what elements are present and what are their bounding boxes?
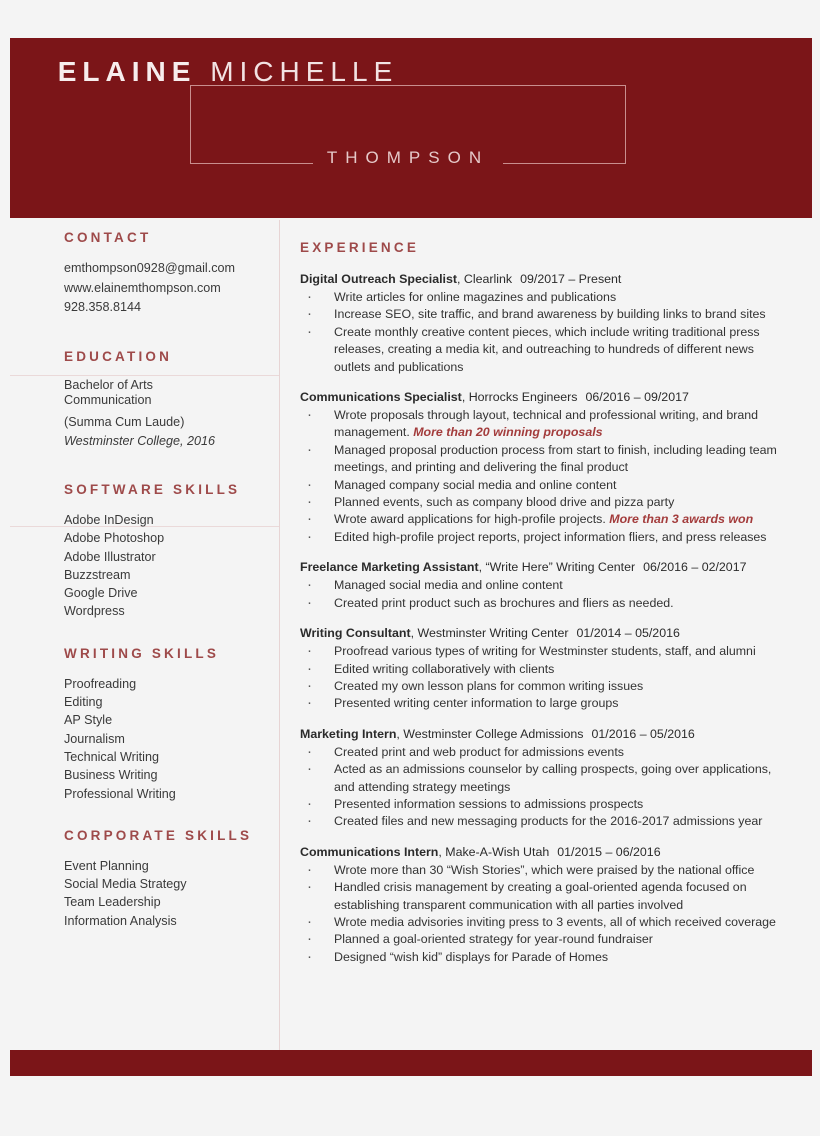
job-bullet-text: Presented writing center information to large groups (334, 696, 619, 711)
software-skills-heading: SOFTWARE SKILLS (64, 481, 241, 497)
education-section (10, 349, 279, 452)
list-item: Journalism (64, 731, 125, 746)
job-bullet (300, 761, 790, 796)
job-bullet-text: Acted as an admissions counselor by calling prospects, going over applications, and attending strategy meetings (334, 762, 772, 794)
job-bullet-text: Managed proposal production process from start to finish, including leading team meetings, and printing and delivering the final product (334, 442, 777, 475)
job-bullet-text: Created files and new messaging products for the 2016-2017 admissions year (334, 814, 763, 829)
experience-heading: EXPERIENCE (300, 240, 420, 255)
list-item: Team Leadership (64, 895, 161, 910)
list-item: Business Writing (64, 768, 158, 783)
job-dates: 01/2014 – 05/2016 (576, 626, 680, 641)
first-name: ELAINE (57, 56, 197, 87)
list-item: Adobe Illustrator (64, 549, 156, 564)
job-bullet-list (300, 407, 790, 546)
experience-jobs-list (300, 271, 790, 966)
list-item: Information Analysis (64, 913, 177, 928)
software-skills-section (10, 482, 279, 621)
experience-entry (300, 625, 790, 713)
job-organization: , Clearlink (457, 272, 513, 286)
job-dates: 01/2015 – 06/2016 (557, 844, 661, 859)
list-item: Wordpress (64, 604, 125, 619)
job-organization: , Westminster College Admissions (396, 726, 584, 741)
job-dates: 09/2017 – Present (520, 272, 622, 286)
job-header (300, 844, 790, 861)
contact-heading: CONTACT (64, 230, 152, 245)
job-bullet-highlight: More than 3 awards won (609, 512, 754, 527)
list-item: Adobe InDesign (64, 512, 154, 527)
education-honors: (Summa Cum Laude) (64, 414, 185, 429)
job-bullet (300, 407, 790, 442)
job-dates: 01/2016 – 05/2016 (591, 726, 695, 741)
job-bullet (300, 914, 790, 931)
job-bullet-text: Wrote award applications for high-profile projects. (334, 512, 610, 527)
list-item: Professional Writing (64, 786, 176, 801)
list-item: Technical Writing (64, 749, 159, 764)
writing-skills-heading: WRITING SKILLS (64, 645, 220, 661)
job-bullet-text: Handled crisis management by creating a goal-oriented agenda focused on establishing transparent communication with all parties involved (334, 880, 747, 912)
job-header (300, 389, 790, 406)
job-title: Marketing Intern (300, 726, 397, 741)
job-organization: , “Write Here” Writing Center (478, 560, 636, 575)
job-bullet (300, 529, 790, 546)
job-bullet-text: Managed social media and online content (334, 578, 563, 593)
job-bullet (300, 813, 790, 830)
contact-phone[interactable]: 928.358.8144 (64, 300, 142, 315)
job-bullet (300, 595, 790, 612)
job-bullet-text: Presented information sessions to admissions prospects (334, 796, 644, 811)
job-title: Communications Intern (300, 844, 439, 859)
list-item: Google Drive (64, 586, 138, 601)
job-bullet (300, 931, 790, 948)
job-organization: , Horrocks Engineers (461, 390, 578, 405)
education-degree-line2: Communication (64, 392, 152, 407)
job-bullet (300, 289, 790, 306)
job-bullet (300, 324, 790, 376)
job-bullet (300, 643, 790, 660)
job-bullet (300, 796, 790, 813)
experience-section (300, 240, 790, 979)
header-banner (10, 38, 812, 218)
job-organization: , Make-A-Wish Utah (438, 844, 550, 859)
job-bullet (300, 306, 790, 323)
job-bullet (300, 511, 790, 528)
job-title: Digital Outreach Specialist (300, 272, 457, 286)
job-title: Writing Consultant (300, 626, 411, 641)
job-bullet-text: Wrote media advisories inviting press to 3 events, all of which received coverage (334, 914, 776, 929)
middle-name: MICHELLE (210, 56, 399, 87)
job-bullet-text: Designed “wish kid” displays for Parade of Homes (334, 949, 609, 964)
job-bullet (300, 879, 790, 914)
job-bullet-text: Edited high-profile project reports, project information fliers, and press releases (334, 529, 767, 544)
job-bullet-text: Created my own lesson plans for common writing issues (334, 678, 644, 693)
writing-skills-section (10, 646, 279, 803)
job-bullet-list (300, 643, 790, 713)
job-dates: 06/2016 – 09/2017 (585, 390, 689, 405)
job-bullet-text: Created print and web product for admissions events (334, 744, 624, 759)
education-school: Westminster College, 2016 (64, 434, 215, 449)
list-item: Proofreading (64, 676, 137, 691)
job-bullet-text: Edited writing collaboratively with clients (334, 661, 555, 676)
job-bullet (300, 494, 790, 511)
full-name (10, 56, 446, 88)
job-bullet (300, 661, 790, 678)
job-bullet (300, 477, 790, 494)
job-bullet-text: Write articles for online magazines and publications (334, 290, 617, 304)
list-item: Event Planning (64, 858, 149, 873)
job-bullet-highlight: More than 20 winning proposals (413, 425, 603, 440)
list-item: Adobe Photoshop (64, 531, 165, 546)
job-title: Communications Specialist (300, 390, 462, 405)
job-bullet (300, 949, 790, 966)
corporate-skills-section (10, 828, 279, 930)
last-name: THOMPSON (313, 148, 503, 167)
job-bullet-text: Create monthly creative content pieces, which include writing traditional press releases, creating a media kit, and outreaching to hundreds of different news outlets and publications (334, 324, 760, 374)
experience-entry (300, 559, 790, 612)
job-bullet-text: Created print product such as brochures and fliers as needed. (334, 595, 674, 610)
corporate-skills-heading: CORPORATE SKILLS (64, 827, 253, 843)
job-organization: , Westminster Writing Center (410, 626, 569, 641)
footer-banner (10, 1050, 812, 1076)
job-bullet-list (300, 289, 790, 376)
job-bullet (300, 862, 790, 879)
job-bullet (300, 678, 790, 695)
experience-entry (300, 844, 790, 966)
job-bullet-text: Increase SEO, site traffic, and brand awareness by building links to brand sites (334, 307, 766, 322)
job-bullet (300, 744, 790, 761)
education-heading: EDUCATION (64, 348, 173, 364)
job-bullet (300, 695, 790, 712)
column-divider (279, 220, 280, 1055)
experience-entry (300, 726, 790, 831)
job-header (300, 271, 790, 288)
job-bullet-list (300, 862, 790, 966)
list-item: Buzzstream (64, 567, 131, 582)
job-bullet-text: Planned a goal-oriented strategy for year-round fundraiser (334, 932, 653, 947)
contact-email[interactable]: emthompson0928@gmail.com (64, 261, 235, 275)
job-bullet-text: Proofread various types of writing for Westminster students, staff, and alumni (334, 644, 756, 659)
job-bullet-text: Wrote proposals through layout, technical and professional writing, and brand management. (334, 408, 759, 440)
job-header (300, 726, 790, 743)
list-item: Social Media Strategy (64, 877, 187, 892)
job-header (300, 625, 790, 642)
contact-section (10, 230, 279, 318)
job-bullet-text: Planned events, such as company blood drive and pizza party (334, 495, 675, 510)
list-item: AP Style (64, 713, 113, 728)
job-bullet-text: Managed company social media and online content (334, 477, 617, 492)
contact-website[interactable]: www.elainemthompson.com (64, 280, 221, 295)
job-bullet (300, 442, 790, 477)
list-item: Editing (64, 695, 103, 710)
job-bullet-text: Wrote more than 30 “Wish Stories”, which were praised by the national office (334, 862, 755, 877)
job-title: Freelance Marketing Assistant (300, 560, 479, 575)
job-bullet-list (300, 744, 790, 831)
last-name-row (190, 148, 626, 168)
job-bullet (300, 577, 790, 594)
job-header (300, 559, 790, 576)
job-dates: 06/2016 – 02/2017 (643, 560, 747, 575)
experience-entry (300, 271, 790, 376)
education-degree-line1: Bachelor of Arts (64, 377, 153, 392)
sidebar (10, 230, 279, 930)
experience-entry (300, 389, 790, 546)
job-bullet-list (300, 577, 790, 612)
